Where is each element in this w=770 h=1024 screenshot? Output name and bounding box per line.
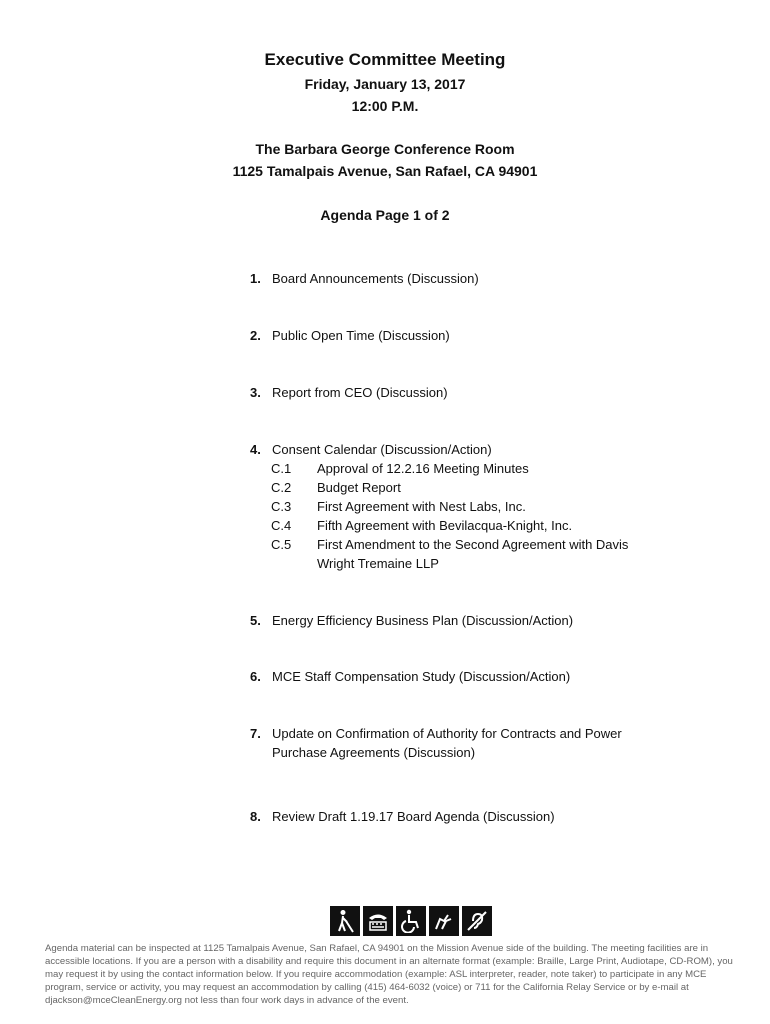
consent-code: C.3 [271,499,292,514]
item-text: Energy Efficiency Business Plan (Discussion/Action) [272,613,574,628]
tty-phone-icon [363,906,393,936]
meeting-room: The Barbara George Conference Room [255,141,515,157]
accessibility-notice: Agenda material can be inspected at 1125 Tamalpais Avenue, San Rafael, CA 94901 on the Mission Avenue side of the building. The meeting facilities are in accessible locations. If you are a person with a disability and require this document in an alternate format (example: Braille, Large Print, Audiotape, CD-ROM), you may request it by using the contact information below. If you require accommodation (example: ASL interpreter, reader, note taker) to participate in any MCE program, service or activity, you may request an accommodation by calling (415) 464-6032 (voice) or 711 for the California Relay Service or by e-mail at djackson@mceCleanEnergy.org not less than four work days in advance of the event. [45,943,733,1006]
agenda-item [250,667,570,686]
item-number: 8. [250,809,261,824]
consent-text: Budget Report [317,480,401,495]
item-text: Review Draft 1.19.17 Board Agenda (Discussion) [272,809,555,824]
item-text: Consent Calendar (Discussion/Action) [272,442,492,457]
wheelchair-icon [396,906,426,936]
consent-item [271,478,401,497]
item-text: Board Announcements (Discussion) [272,271,479,286]
consent-item [271,516,572,535]
agenda-item [250,724,622,743]
consent-text-continued: Wright Tremaine LLP [317,556,439,571]
accessibility-icons [330,906,492,936]
agenda-item [250,383,448,402]
item-text: MCE Staff Compensation Study (Discussion/Action) [272,669,571,684]
item-number: 6. [250,669,261,684]
agenda-item [250,611,573,630]
sign-language-icon [429,906,459,936]
consent-text: Approval of 12.2.16 Meeting Minutes [317,461,529,476]
blind-person-icon [330,906,360,936]
hearing-assist-icon [462,906,492,936]
item-number: 1. [250,271,261,286]
meeting-date: Friday, January 13, 2017 [304,76,466,92]
consent-code: C.2 [271,480,292,495]
consent-code: C.5 [271,537,292,552]
item-number: 4. [250,442,261,457]
item-text: Update on Confirmation of Authority for Contracts and Power [272,726,622,741]
item-text-continued: Purchase Agreements (Discussion) [272,745,476,760]
consent-item [271,497,526,516]
item-text: Public Open Time (Discussion) [272,328,450,343]
consent-text: First Agreement with Nest Labs, Inc. [317,499,526,514]
meeting-title: Executive Committee Meeting [264,50,506,69]
item-number: 2. [250,328,261,343]
meeting-address: 1125 Tamalpais Avenue, San Rafael, CA 94901 [232,163,538,179]
consent-item [271,459,529,478]
item-number: 5. [250,613,261,628]
item-number: 3. [250,385,261,400]
item-text: Report from CEO (Discussion) [272,385,448,400]
consent-code: C.4 [271,518,292,533]
consent-text: First Amendment to the Second Agreement with Davis [317,537,629,552]
agenda-item [250,807,555,826]
consent-item [271,535,628,554]
consent-text: Fifth Agreement with Bevilacqua-Knight, Inc. [317,518,573,533]
meeting-time: 12:00 P.M. [351,98,419,114]
agenda-page-label: Agenda Page 1 of 2 [320,207,450,223]
agenda-item [250,269,479,288]
item-number: 7. [250,726,261,741]
agenda-item [250,440,492,459]
consent-code: C.1 [271,461,292,476]
agenda-item [250,326,450,345]
